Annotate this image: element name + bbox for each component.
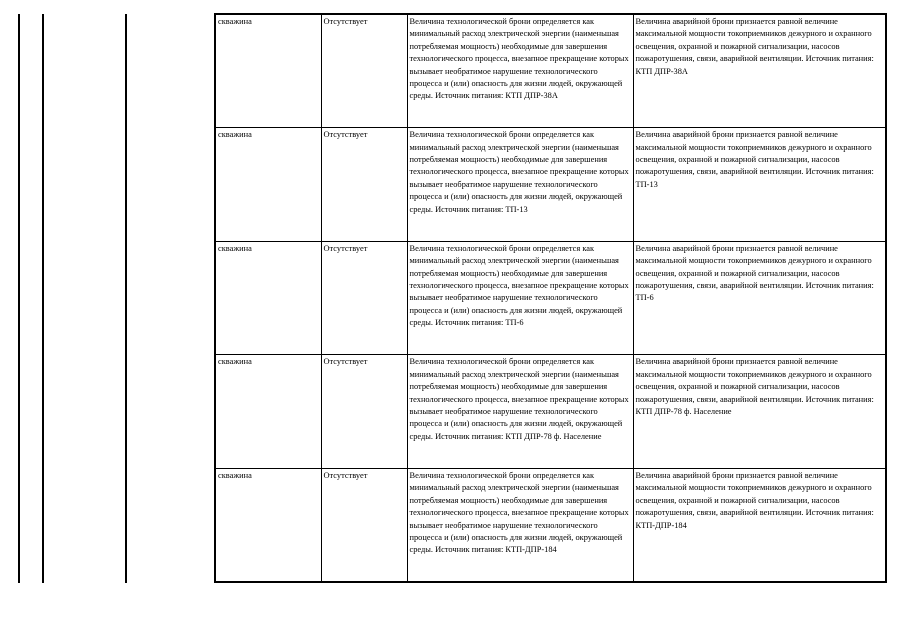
tech-reserve-cell: Величина технологической брони определяется как минимальный расход электрической энергии (наименьшая потребляемая мощность) необходимые для завершения технологического процесса, внезапное прекращение которых вызывает необратимое нарушение технологического процесса и (или) опасность для жизни людей, окружающей среды. Источник питания: ТП-13 xyxy=(407,128,633,242)
object-cell: скважина xyxy=(215,241,321,355)
table-row xyxy=(215,241,886,355)
table-row xyxy=(215,468,886,582)
table-row xyxy=(215,355,886,469)
emergency-reserve-cell: Величина аварийной брони признается равной величине максимальной мощности токоприемников дежурного и охранного освещения, охранной и пожарной сигнализации, насосов пожаротушения, связи, аварийной вентиляции. Источник питания: КТП ДПР-78 ф. Население xyxy=(633,355,886,469)
status-cell: Отсутствует xyxy=(321,128,407,242)
emergency-reserve-cell: Величина аварийной брони признается равной величине максимальной мощности токоприемников дежурного и охранного освещения, охранной и пожарной сигнализации, насосов пожаротушения, связи, аварийной вентиляции. Источник питания: ТП-6 xyxy=(633,241,886,355)
tech-reserve-cell: Величина технологической брони определяется как минимальный расход электрической энергии (наименьшая потребляемая мощность) необходимые для завершения технологического процесса, внезапное прекращение которых вызывает необратимое нарушение технологического процесса и (или) опасность для жизни людей, окружающей среды. Источник питания: ТП-6 xyxy=(407,241,633,355)
left-border-line-2 xyxy=(42,14,44,583)
left-border-line-3 xyxy=(125,14,127,583)
tech-reserve-cell: Величина технологической брони определяется как минимальный расход электрической энергии (наименьшая потребляемая мощность) необходимые для завершения технологического процесса, внезапное прекращение которых вызывает необратимое нарушение технологического процесса и (или) опасность для жизни людей, окружающей среды. Источник питания: КТП ДПР-78 ф. Население xyxy=(407,355,633,469)
left-border-line-1 xyxy=(18,14,20,583)
object-cell: скважина xyxy=(215,128,321,242)
table-row xyxy=(215,14,886,128)
table-row xyxy=(215,128,886,242)
status-cell: Отсутствует xyxy=(321,355,407,469)
emergency-reserve-cell: Величина аварийной брони признается равной величине максимальной мощности токоприемников дежурного и охранного освещения, охранной и пожарной сигнализации, насосов пожаротушения, связи, аварийной вентиляции. Источник питания: КТП-ДПР-184 xyxy=(633,468,886,582)
tech-reserve-cell: Величина технологической брони определяется как минимальный расход электрической энергии (наименьшая потребляемая мощность) необходимые для завершения технологического процесса, внезапное прекращение которых вызывает необратимое нарушение технологического процесса и (или) опасность для жизни людей, окружающей среды. Источник питания: КТП-ДПР-184 xyxy=(407,468,633,582)
status-cell: Отсутствует xyxy=(321,14,407,128)
emergency-reserve-cell: Величина аварийной брони признается равной величине максимальной мощности токоприемников дежурного и охранного освещения, охранной и пожарной сигнализации, насосов пожаротушения, связи, аварийной вентиляции. Источник питания: КТП ДПР-38А xyxy=(633,14,886,128)
emergency-reserve-cell: Величина аварийной брони признается равной величине максимальной мощности токоприемников дежурного и охранного освещения, охранной и пожарной сигнализации, насосов пожаротушения, связи, аварийной вентиляции. Источник питания: ТП-13 xyxy=(633,128,886,242)
object-cell: скважина xyxy=(215,14,321,128)
object-cell: скважина xyxy=(215,468,321,582)
object-cell: скважина xyxy=(215,355,321,469)
status-cell: Отсутствует xyxy=(321,468,407,582)
tech-reserve-cell: Величина технологической брони определяется как минимальный расход электрической энергии (наименьшая потребляемая мощность) необходимые для завершения технологического процесса, внезапное прекращение которых вызывает необратимое нарушение технологического процесса и (или) опасность для жизни людей, окружающей среды. Источник питания: КТП ДПР-38А xyxy=(407,14,633,128)
status-cell: Отсутствует xyxy=(321,241,407,355)
reserve-table xyxy=(214,13,887,583)
